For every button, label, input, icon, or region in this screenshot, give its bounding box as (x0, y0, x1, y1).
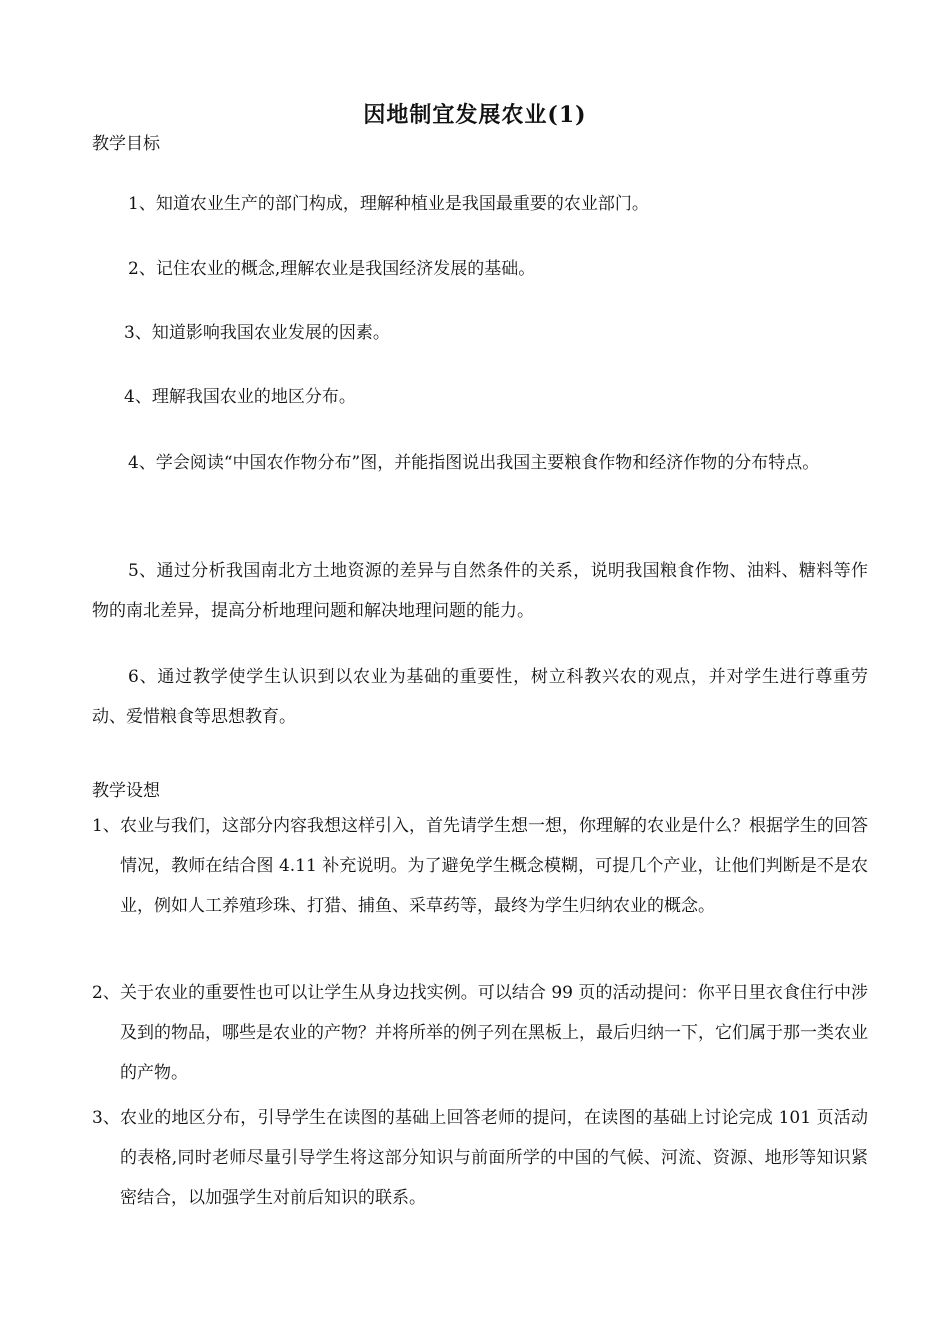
section-heading-teaching-ideas: 教学设想 (92, 781, 160, 801)
document-title: 因地制宜发展农业(1) (363, 102, 587, 128)
idea-item (92, 1098, 868, 1218)
idea-number: 3、 (92, 1108, 120, 1128)
goal-item: 4、理解我国农业的地区分布。 (124, 387, 356, 407)
idea-item (92, 806, 868, 926)
section-heading-teaching-goals: 教学目标 (92, 134, 160, 154)
goal-item: 2、记住农业的概念,理解农业是我国经济发展的基础。 (128, 259, 536, 279)
goal-item: 3、知道影响我国农业发展的因素。 (124, 323, 390, 343)
idea-item (92, 973, 868, 1093)
idea-text: 关于农业的重要性也可以让学生从身边找实例。可以结合 99 页的活动提问：你平日里衣食住行中涉及到的物品，哪些是农业的产物？并将所举的例子列在黑板上，最后归纳一下，它们属于那一类农业的产物。 (120, 983, 868, 1083)
goal-item: 6、通过教学使学生认识到以农业为基础的重要性，树立科教兴农的观点，并对学生进行尊重劳动、爱惜粮食等思想教育。 (92, 667, 868, 727)
idea-number: 2、 (92, 983, 120, 1003)
idea-number: 1、 (92, 816, 120, 836)
idea-text: 农业的地区分布，引导学生在读图的基础上回答老师的提问，在读图的基础上讨论完成 101 页活动的表格,同时老师尽量引导学生将这部分知识与前面所学的中国的气候、河流、资源、地形等知识紧密结合，以加强学生对前后知识的联系。 (120, 1108, 868, 1208)
goal-item: 1、知道农业生产的部门构成，理解种植业是我国最重要的农业部门。 (128, 194, 649, 214)
idea-text: 农业与我们，这部分内容我想这样引入，首先请学生想一想，你理解的农业是什么？根据学生的回答情况，教师在结合图 4.11 补充说明。为了避免学生概念模糊，可提几个产业，让他们判断是不是农业，例如人工养殖珍珠、打猎、捕鱼、采草药等，最终为学生归纳农业的概念。 (120, 816, 868, 916)
goal-item: 4、学会阅读“中国农作物分布”图，并能指图说出我国主要粮食作物和经济作物的分布特点。 (128, 453, 820, 473)
goal-item: 5、通过分析我国南北方土地资源的差异与自然条件的关系，说明我国粮食作物、油料、糖料等作物的南北差异，提高分析地理问题和解决地理问题的能力。 (92, 561, 868, 621)
